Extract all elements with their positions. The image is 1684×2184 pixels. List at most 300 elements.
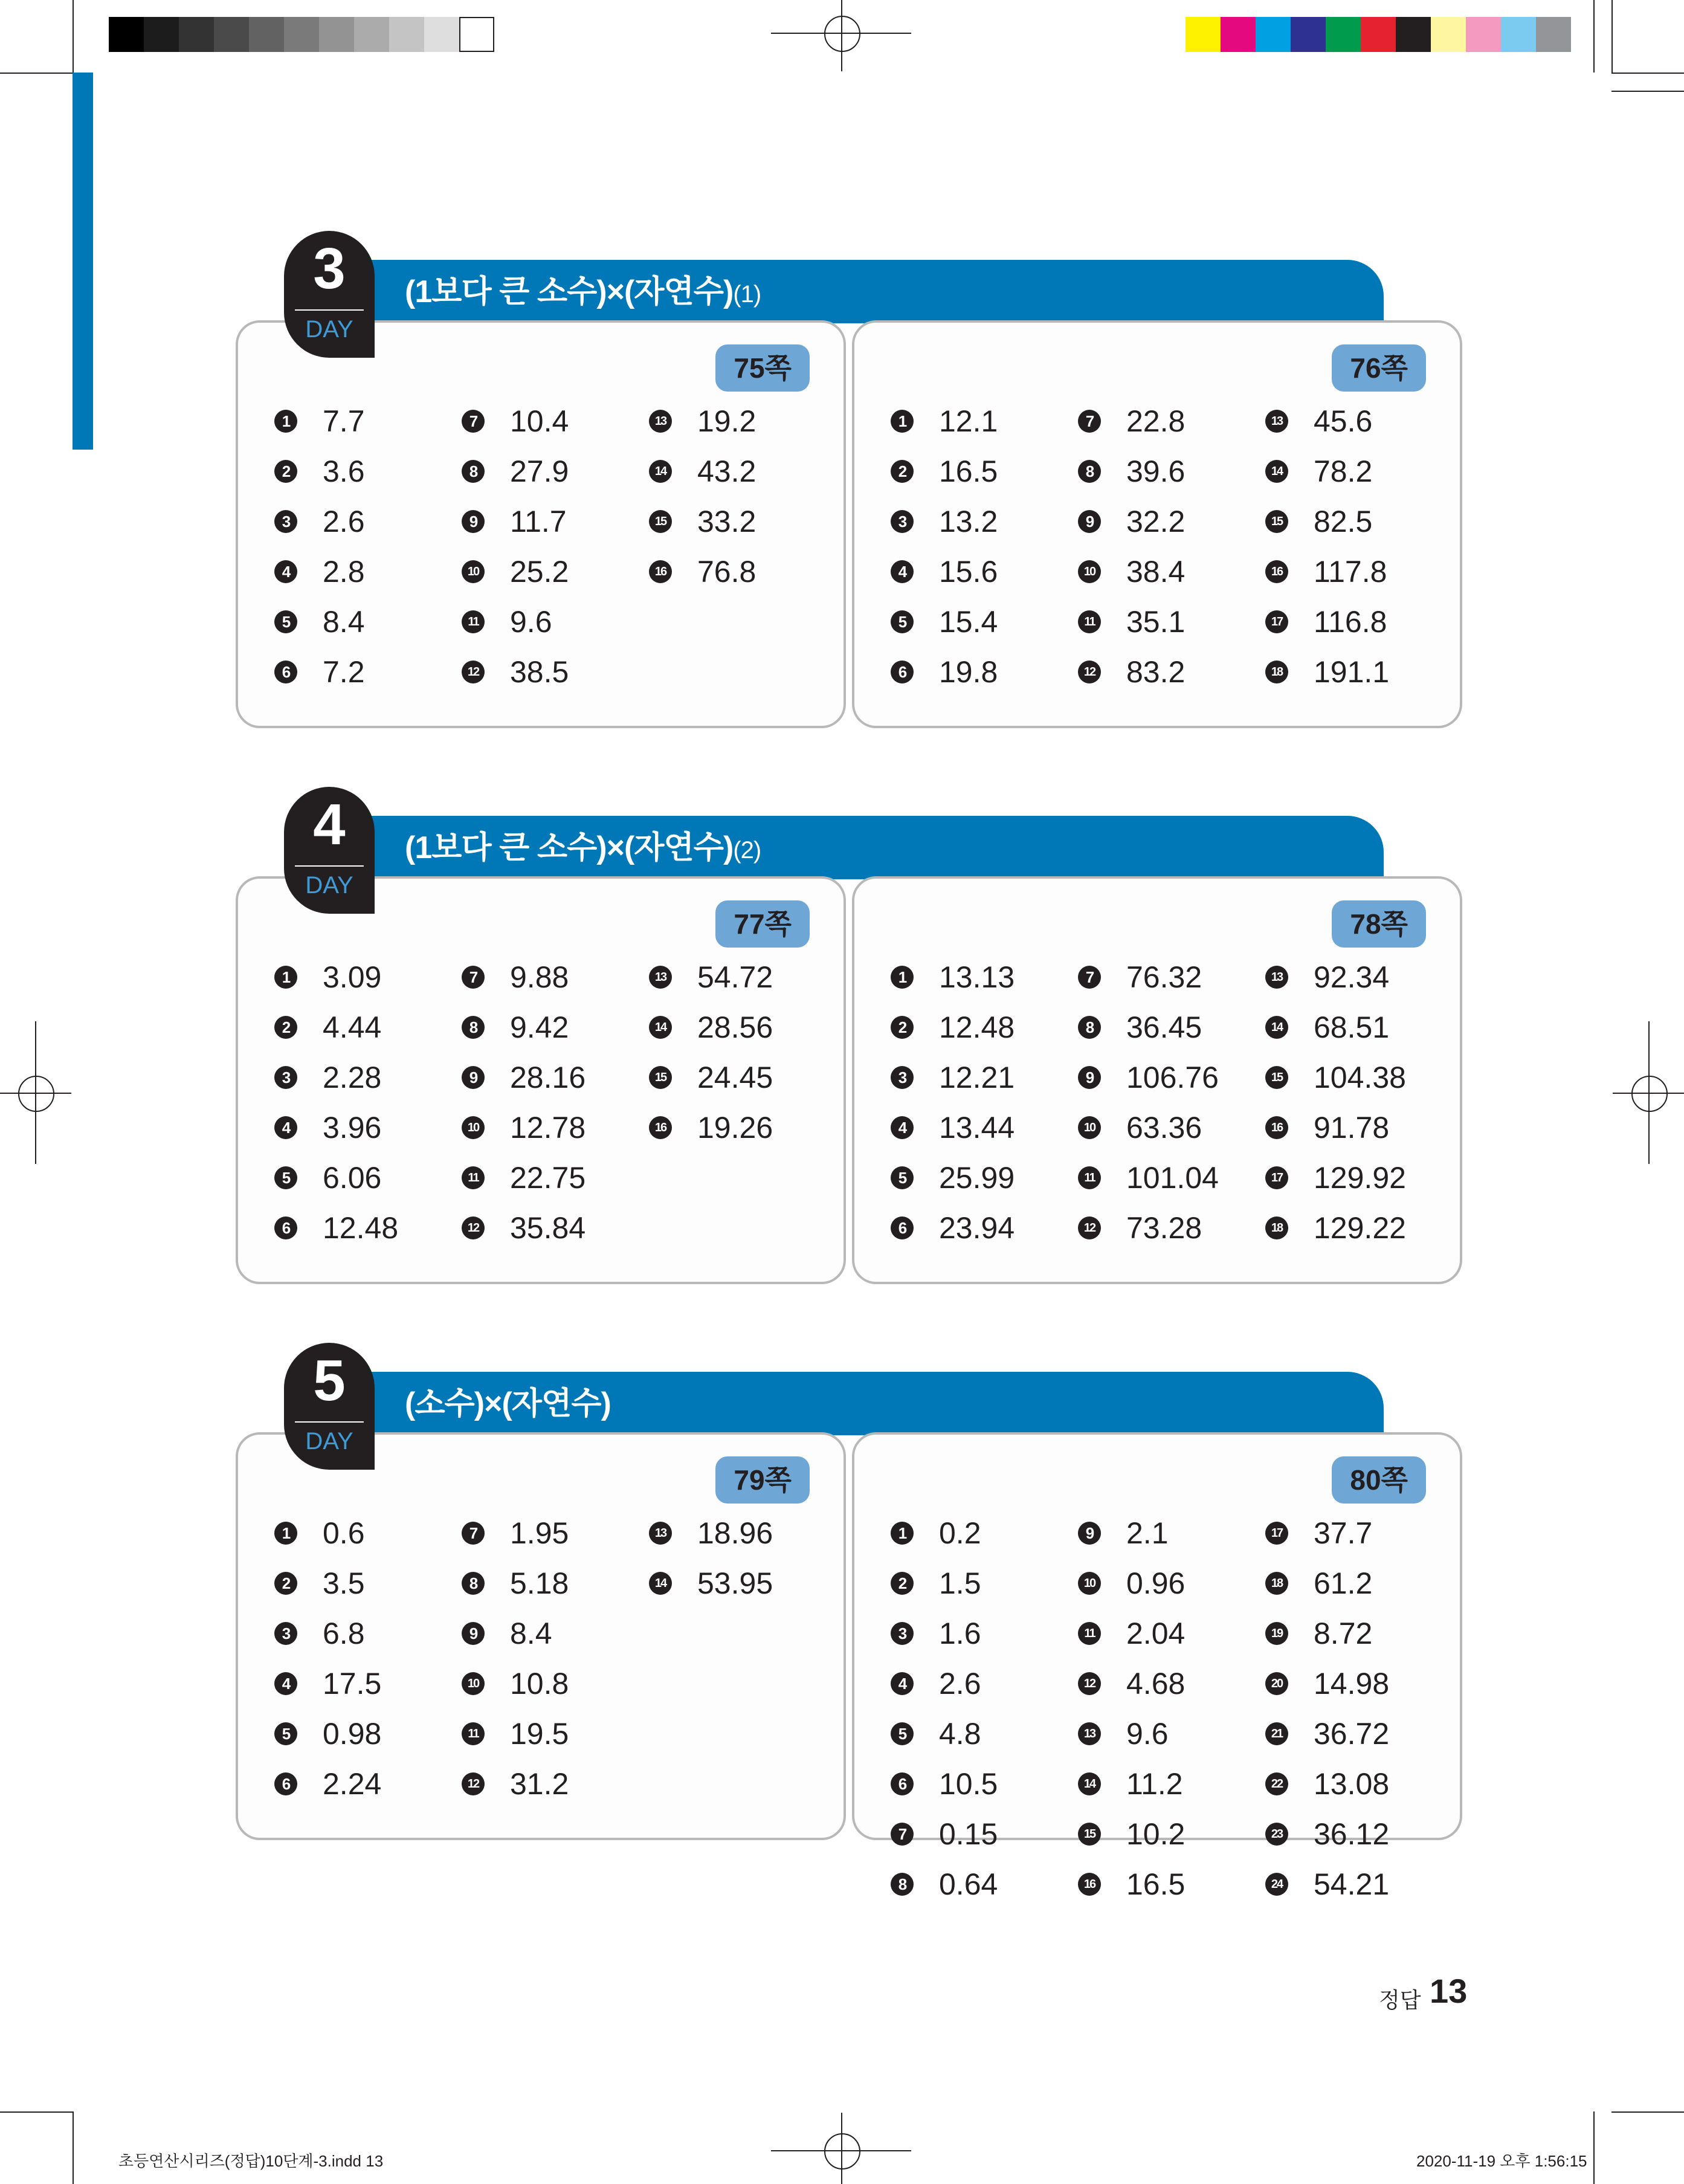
question-number-badge: 3 [274,1066,297,1089]
question-number-badge: 11 [1078,1166,1101,1189]
answer-item [649,1108,830,1150]
answer-value: 14.98 [1314,1667,1390,1701]
answer-value: 8.72 [1314,1617,1373,1650]
slug-timestamp: 2020-11-19 오후 1:56:15 [1416,2152,1587,2170]
question-number-badge: 14 [649,1572,672,1595]
answer-item [1265,1108,1447,1150]
answer-item [462,1058,643,1100]
day-divider [295,865,364,867]
question-number-badge: 8 [462,460,485,483]
gray-swatch [214,17,249,52]
question-number-badge: 21 [1265,1722,1288,1745]
answer-item [891,602,1072,644]
answer-item [1265,957,1447,1000]
answer-item [1078,1208,1259,1250]
answer-item [1078,1864,1259,1907]
answer-item [891,957,1072,1000]
day-label: DAY [305,872,353,899]
question-number-badge: 4 [891,560,914,583]
answer-item [891,1513,1072,1556]
section-title-suffix: (2) [733,837,761,864]
answer-value: 13.13 [939,960,1015,994]
answer-item [1265,1208,1447,1250]
question-number-badge: 10 [1078,1116,1101,1139]
question-number-badge: 5 [274,1722,297,1745]
answer-item [891,1714,1072,1756]
question-number-badge: 6 [274,1216,297,1239]
answer-item [462,1563,643,1606]
answer-item [274,1158,456,1200]
answer-item [274,652,456,694]
answer-item [462,957,643,1000]
answer-value: 22.8 [1126,404,1186,438]
answer-value: 16.5 [1126,1867,1186,1901]
question-number-badge: 6 [274,1772,297,1795]
answer-value: 13.44 [939,1111,1015,1145]
answer-item [274,1764,456,1806]
answer-value: 15.4 [939,605,998,639]
answer-value: 17.5 [323,1667,382,1701]
answer-value: 61.2 [1314,1566,1373,1600]
answer-item [274,1058,456,1100]
answer-value: 33.2 [697,505,757,538]
question-number-badge: 11 [1078,1622,1101,1645]
answer-value: 8.4 [323,605,365,639]
question-number-badge: 13 [1265,410,1288,433]
answer-value: 31.2 [510,1767,569,1801]
crop-mark-bottom-right-v [1593,2111,1595,2184]
answer-item [891,451,1072,494]
answer-item [891,1158,1072,1200]
answer-value: 12.78 [510,1111,586,1145]
day-section [236,792,1462,1299]
color-swatch [1466,17,1501,52]
answer-item [1265,1864,1447,1907]
question-number-badge: 3 [274,1622,297,1645]
day-section [236,236,1462,743]
question-number-badge: 9 [462,1066,485,1089]
answer-item [891,1664,1072,1706]
answer-item [1265,1764,1447,1806]
answer-item [1265,1714,1447,1756]
answer-value: 0.15 [939,1817,998,1851]
answer-item [1078,1058,1259,1100]
question-number-badge: 23 [1265,1823,1288,1846]
day-badge [284,231,375,358]
answer-item [274,1513,456,1556]
answer-item [1078,1563,1259,1606]
registration-mark-right [1631,1076,1668,1112]
answer-value: 76.32 [1126,960,1202,994]
answer-item [891,1614,1072,1656]
question-number-badge: 10 [462,1116,485,1139]
gray-swatch [389,17,424,52]
question-number-badge: 3 [891,510,914,533]
section-title-main: (소수)×(자연수) [405,1386,611,1421]
answer-item [1078,652,1259,694]
answer-value: 92.34 [1314,960,1390,994]
answer-item [1078,552,1259,594]
answer-item [462,1714,643,1756]
color-swatch [1501,17,1536,52]
answer-item [462,1208,643,1250]
crop-mark-top-right-v2 [1593,0,1595,73]
answer-item [462,401,643,444]
answer-value: 6.06 [323,1161,382,1195]
answer-item [1265,401,1447,444]
answer-value: 9.42 [510,1010,569,1044]
answer-item [1078,1764,1259,1806]
question-number-badge: 7 [1078,966,1101,989]
answer-item [1078,1614,1259,1656]
answer-value: 16.5 [939,454,998,488]
question-number-badge: 10 [1078,560,1101,583]
answer-value: 101.04 [1126,1161,1219,1195]
answer-value: 0.96 [1126,1566,1186,1600]
footer-label: 정답 [1379,1988,1421,2012]
section-title [405,822,761,876]
question-number-badge: 2 [891,1016,914,1039]
answer-item [891,502,1072,544]
answer-value: 106.76 [1126,1061,1219,1094]
question-number-badge: 11 [1078,610,1101,633]
question-number-badge: 2 [891,460,914,483]
question-number-badge: 7 [891,1823,914,1846]
answer-value: 19.26 [697,1111,773,1145]
answer-value: 10.8 [510,1667,569,1701]
question-number-badge: 12 [462,1772,485,1795]
answer-value: 0.2 [939,1516,981,1550]
question-number-badge: 4 [891,1672,914,1695]
answer-item [1265,1814,1447,1856]
section-title-suffix: (1) [733,281,761,308]
registration-line-left-v [35,1021,36,1164]
answer-item [1265,1513,1447,1556]
question-number-badge: 16 [1265,1116,1288,1139]
answer-item [274,1208,456,1250]
answer-value: 23.94 [939,1211,1015,1245]
answer-value: 6.8 [323,1617,365,1650]
answer-value: 25.99 [939,1161,1015,1195]
question-number-badge: 14 [1078,1772,1101,1795]
answer-item [1078,1714,1259,1756]
question-number-badge: 22 [1265,1772,1288,1795]
crop-mark-top-right-v [1611,0,1613,73]
answer-item [649,1563,830,1606]
answer-value: 12.1 [939,404,998,438]
question-number-badge: 6 [891,1772,914,1795]
answer-item [649,552,830,594]
question-number-badge: 10 [462,560,485,583]
right-answer-panel [852,876,1462,1284]
answer-value: 191.1 [1314,655,1390,689]
left-answer-panel [236,876,846,1284]
answer-value: 117.8 [1314,555,1387,589]
day-section [236,1348,1462,1901]
day-divider [295,1421,364,1423]
answer-value: 19.5 [510,1717,569,1751]
answer-item [891,1864,1072,1907]
answer-value: 4.44 [323,1010,382,1044]
answer-value: 24.45 [697,1061,773,1094]
answer-value: 0.98 [323,1717,382,1751]
answer-value: 1.6 [939,1617,981,1650]
question-number-badge: 11 [462,1166,485,1189]
registration-mark-bottom [824,2133,860,2169]
answer-value: 3.6 [323,454,365,488]
answer-value: 45.6 [1314,404,1373,438]
answer-value: 82.5 [1314,505,1373,538]
answer-value: 7.7 [323,404,365,438]
answer-value: 9.88 [510,960,569,994]
answer-item [1265,1614,1447,1656]
answer-value: 25.2 [510,555,569,589]
answer-value: 9.6 [510,605,552,639]
question-number-badge: 1 [891,410,914,433]
question-number-badge: 1 [891,966,914,989]
question-number-badge: 18 [1265,1572,1288,1595]
question-number-badge: 19 [1265,1622,1288,1645]
answer-value: 0.64 [939,1867,998,1901]
day-number: 4 [313,792,346,857]
page-number-tag: 79쪽 [715,1456,810,1504]
question-number-badge: 13 [1078,1722,1101,1745]
question-number-badge: 12 [462,1216,485,1239]
answer-item [462,451,643,494]
question-number-badge: 24 [1265,1873,1288,1896]
answer-value: 28.16 [510,1061,586,1094]
answer-value: 2.28 [323,1061,382,1094]
registration-line-bottom-v [841,2113,842,2184]
color-swatch [1186,17,1221,52]
answer-value: 3.5 [323,1566,365,1600]
color-swatch [1361,17,1396,52]
answer-item [1265,1158,1447,1200]
answer-value: 11.2 [1126,1767,1183,1801]
question-number-badge: 6 [274,661,297,683]
answer-item [891,1764,1072,1806]
answer-value: 8.4 [510,1617,552,1650]
answer-item [462,1614,643,1656]
answer-item [274,957,456,1000]
answer-value: 10.4 [510,404,569,438]
answer-value: 104.38 [1314,1061,1406,1094]
day-label: DAY [305,316,353,343]
answer-value: 76.8 [697,555,757,589]
answer-value: 36.45 [1126,1010,1202,1044]
answer-value: 22.75 [510,1161,586,1195]
answer-value: 129.92 [1314,1161,1406,1195]
answer-value: 15.6 [939,555,998,589]
question-number-badge: 7 [462,410,485,433]
question-number-badge: 4 [891,1116,914,1139]
answer-item [1265,552,1447,594]
question-number-badge: 13 [1265,966,1288,989]
answer-item [891,1007,1072,1050]
question-number-badge: 10 [462,1672,485,1695]
answer-value: 54.21 [1314,1867,1390,1901]
gray-swatch [144,17,179,52]
registration-line-right-v [1648,1021,1650,1164]
answer-item [462,1664,643,1706]
question-number-badge: 8 [1078,460,1101,483]
right-answer-panel [852,1432,1462,1901]
left-answer-panel [236,320,846,728]
question-number-badge: 1 [891,1522,914,1545]
answer-item [462,1513,643,1556]
page-number-tag: 77쪽 [715,900,810,948]
gray-swatch [424,17,459,52]
question-number-badge: 3 [891,1066,914,1089]
day-badge [284,787,375,914]
section-title [405,266,761,320]
answer-item [274,1108,456,1150]
answer-value: 35.1 [1126,605,1186,639]
question-number-badge: 6 [891,1216,914,1239]
question-number-badge: 5 [274,1166,297,1189]
answer-item [462,1007,643,1050]
answer-value: 3.09 [323,960,382,994]
day-number: 3 [313,236,346,301]
question-number-badge: 9 [1078,1522,1101,1545]
answer-item [462,502,643,544]
answer-value: 54.72 [697,960,773,994]
question-number-badge: 15 [1265,1066,1288,1089]
page-number-tag: 76쪽 [1332,344,1426,392]
question-number-badge: 17 [1265,1166,1288,1189]
page-number-tag: 75쪽 [715,344,810,392]
answer-item [1078,451,1259,494]
question-number-badge: 20 [1265,1672,1288,1695]
color-swatch [1221,17,1256,52]
color-swatch [1291,17,1326,52]
answer-value: 18.96 [697,1516,773,1550]
gray-swatch [249,17,284,52]
answer-value: 3.96 [323,1111,382,1145]
answer-item [1265,1058,1447,1100]
answer-item [1078,502,1259,544]
question-number-badge: 16 [649,1116,672,1139]
color-swatch [1396,17,1431,52]
answer-item [649,1007,830,1050]
answer-item [1078,1007,1259,1050]
answer-item [1078,1108,1259,1150]
day-number: 5 [313,1348,346,1413]
answer-item [462,602,643,644]
question-number-badge: 18 [1265,661,1288,683]
question-number-badge: 9 [462,510,485,533]
question-number-badge: 13 [649,966,672,989]
answer-value: 11.7 [510,505,567,538]
question-number-badge: 4 [274,1116,297,1139]
answer-value: 2.1 [1126,1516,1169,1550]
answer-item [891,1208,1072,1250]
answer-item [1078,602,1259,644]
question-number-badge: 2 [274,1572,297,1595]
section-title [405,1378,611,1432]
question-number-badge: 4 [274,1672,297,1695]
question-number-badge: 2 [274,1016,297,1039]
question-number-badge: 3 [891,1622,914,1645]
answer-item [1265,502,1447,544]
question-number-badge: 5 [891,1166,914,1189]
question-number-badge: 12 [1078,1672,1101,1695]
answer-item [1265,1007,1447,1050]
question-number-badge: 8 [1078,1016,1101,1039]
crop-mark-top-right-h [1611,73,1684,74]
question-number-badge: 13 [649,410,672,433]
answer-item [649,502,830,544]
answer-value: 83.2 [1126,655,1186,689]
answer-value: 1.5 [939,1566,981,1600]
answer-item [1265,652,1447,694]
answer-item [649,401,830,444]
answer-value: 5.18 [510,1566,569,1600]
question-number-badge: 9 [1078,1066,1101,1089]
gray-swatch [354,17,389,52]
crop-mark-top-left-h [0,73,73,74]
question-number-badge: 16 [1265,560,1288,583]
answer-value: 35.84 [510,1211,586,1245]
question-number-badge: 3 [274,510,297,533]
answer-item [1078,1158,1259,1200]
answer-value: 4.68 [1126,1667,1186,1701]
answer-item [1265,451,1447,494]
answer-item [1265,602,1447,644]
gray-swatch [179,17,214,52]
answer-item [462,652,643,694]
registration-mark-left [18,1076,54,1112]
answer-value: 7.2 [323,655,365,689]
question-number-badge: 7 [462,966,485,989]
question-number-badge: 16 [1078,1873,1101,1896]
answer-value: 116.8 [1314,605,1387,639]
page-number-tag: 80쪽 [1332,1456,1426,1504]
answer-item [891,1814,1072,1856]
question-number-badge: 6 [891,661,914,683]
answer-item [649,957,830,1000]
question-number-badge: 15 [649,1066,672,1089]
answer-value: 39.6 [1126,454,1186,488]
answer-value: 2.6 [323,505,365,538]
answer-item [891,1108,1072,1150]
slug-file: 초등연산시리즈(정답)10단계-3.indd 13 [118,2152,384,2170]
question-number-badge: 10 [1078,1572,1101,1595]
left-accent-bar [73,73,93,450]
answer-item [1078,401,1259,444]
answer-value: 2.24 [323,1767,382,1801]
answer-item [274,502,456,544]
answer-value: 2.04 [1126,1617,1186,1650]
answer-item [1265,1563,1447,1606]
answer-value: 10.5 [939,1767,998,1801]
answer-value: 38.4 [1126,555,1186,589]
answer-item [274,1714,456,1756]
left-answer-panel [236,1432,846,1840]
question-number-badge: 15 [1265,510,1288,533]
answer-item [274,552,456,594]
answer-item [891,552,1072,594]
answer-item [274,1007,456,1050]
answer-value: 37.7 [1314,1516,1373,1550]
answer-value: 1.95 [510,1516,569,1550]
answer-item [274,1664,456,1706]
question-number-badge: 2 [891,1572,914,1595]
answer-value: 43.2 [697,454,757,488]
color-swatch [1256,17,1291,52]
question-number-badge: 16 [649,560,672,583]
answer-value: 28.56 [697,1010,773,1044]
